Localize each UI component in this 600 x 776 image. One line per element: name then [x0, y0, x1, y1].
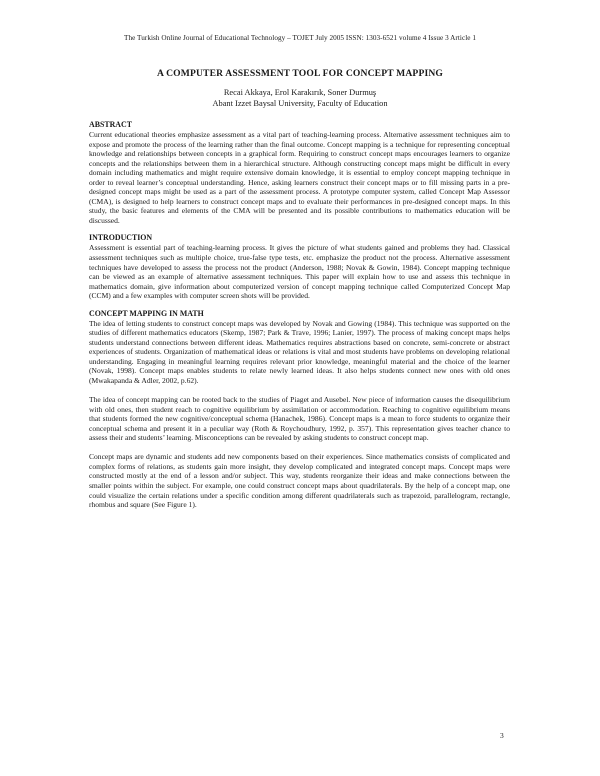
introduction-section	[89, 233, 510, 300]
concept-mapping-paragraph: Concept maps are dynamic and students add new components based on their experiences. Since mathematics consists of complicated and complex forms of relations, as students gain more insight, they develop complicated and integrated concept maps. Concept maps were constructed mostly at the end of a lesson and/or subject. This way, students reorganize their ideas and make connections between the smaller points within the subject. For example, one could construct concept maps about quadrilaterals. By the help of a concept map, one could visualize the certain relations under a specific condition among different quadrilaterals such as trapezoid, parallelogram, rectangle, rhombus and square (See Figure 1).	[89, 452, 510, 510]
introduction-heading: INTRODUCTION	[89, 233, 153, 243]
paper-title: A COMPUTER ASSESSMENT TOOL FOR CONCEPT MAPPING	[156, 68, 444, 79]
concept-mapping-paragraph: The idea of concept mapping can be rooted back to the studies of Piaget and Ausebel. New piece of information causes the disequilibrium with old ones, then student reach to cognitive equilibrium by assimilation or accommodation. Reaching to cognitive equilibrium means that students formed the new cognitive/conceptual schema (Hanachek, 1986). Concept maps is a mean to force students to organize their conceptual schema and present it in a peculiar way (Roth & Roychoudhury, 1992, p. 357). This representation gives teacher chance to assess their and students’ learning. Misconceptions can be revealed by asking students to construct concept map.	[89, 395, 510, 443]
introduction-paragraph: Assessment is essential part of teaching-learning process. It gives the picture of what students gained and problems they had. Classical assessment techniques such as multiple choice, true-false type tests, etc. emphasize the product not the process. Alternative assessment techniques have developed to assess the process not the product (Anderson, 1988; Novak & Gowin, 1984). Concept mapping technique can be viewed as an example of alternative assessment techniques. This paper will explain how to use and assess this technique in mathematics domain, give information about computerized version of concept mapping technique called Computerized Concept Map (CCM) and a few examples with computer screen shots will be provided.	[89, 243, 510, 301]
concept-mapping-heading: CONCEPT MAPPING IN MATH	[89, 308, 204, 318]
abstract-section	[89, 120, 510, 225]
running-header: The Turkish Online Journal of Educational Technology – TOJET July 2005 ISSN: 1303-6521 volume 4 Issue 3 Article 1	[124, 34, 476, 42]
page-number: 3	[500, 731, 504, 740]
abstract-paragraph: Current educational theories emphasize assessment as a vital part of teaching-learning process. Alternative assessment techniques aim to expose and promote the process of the learning rather than the final outcome. Concept mapping is a technique for representing conceptual knowledge and relationships between concepts in a graphical form. Requiring to construct concept maps encourages learners to organize concepts and the relationships between them in a hierarchical structure. Although constructing concept maps might be difficult in every domain including mathematics and might require extensive domain knowledge, it is essential to employ concept mapping technique in order to reveal learner’s conceptual understanding. Hence, asking learners construct their concept maps or to fill missing parts in a pre-designed concept maps might be used as a part of the assessment process. A prototype computer system, called Concept Map Assessor (CMA), is designed to help learners to construct concept maps and to evaluate their performances in pre-designed concept maps. In this study, the basic features and elements of the CMA will be presented and its possible contributions to mathematics education will be discussed.	[89, 130, 510, 225]
abstract-heading: ABSTRACT	[89, 120, 132, 129]
concept-mapping-section	[89, 309, 510, 510]
author-list: Recai Akkaya, Erol Karakırık, Soner Durmuş	[223, 88, 377, 97]
affiliation: Abant Izzet Baysal University, Faculty of Education	[212, 99, 388, 108]
concept-mapping-paragraph: The idea of letting students to construct concept maps was developed by Novak and Gowing (1984). This technique was supported on the studies of different mathematics educators (Skemp, 1987; Park & Trave, 1996; Lanier, 1997). The process of making concept maps helps students understand connections between different ideas. Mathematics requires abstractions based on concrete, semi-concrete or abstract experiences of students. Organization of mathematical ideas or relations is vital and most students have problems on developing relational understanding. Engaging in meaningful learning requires relevant prior knowledge, meaningful material and the choice of the learner (Novak, 1998). Concept maps enables students to relate newly learned ideas. It also helps students connect new ones with old ones (Mwakapanda & Adler, 2002, p.62).	[89, 318, 510, 386]
article-body	[89, 120, 510, 510]
